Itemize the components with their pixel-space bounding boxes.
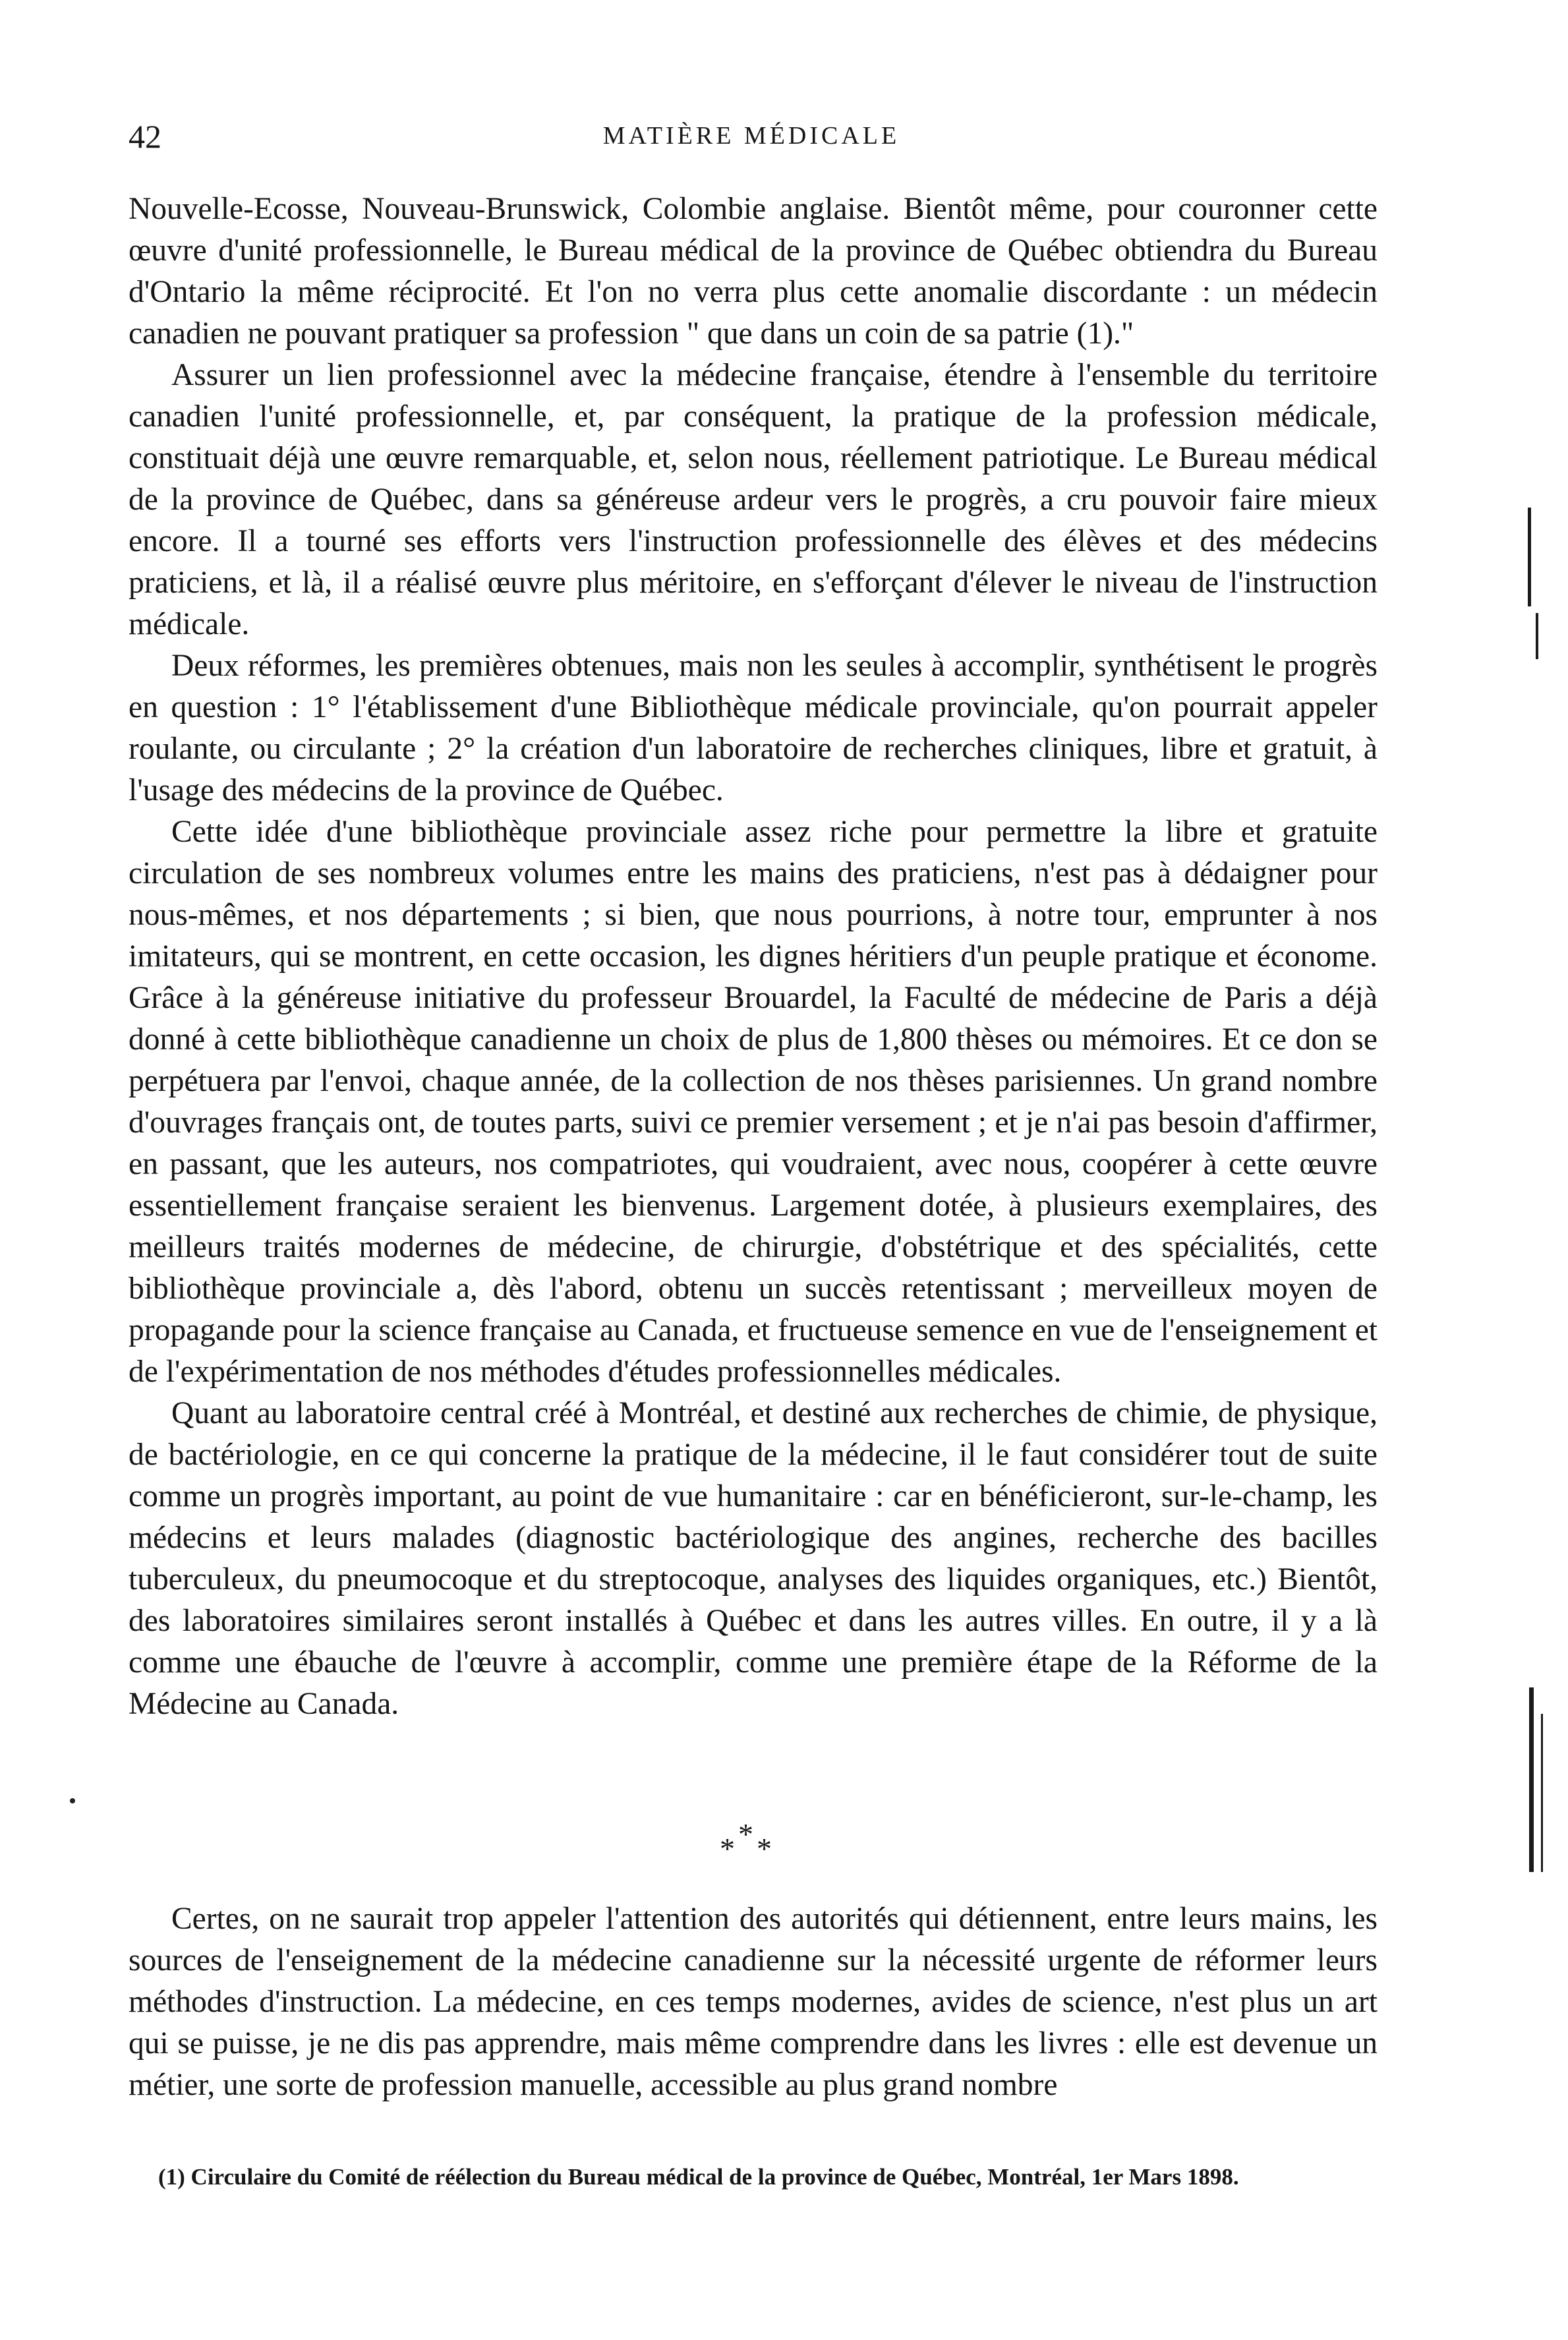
- page-header: [129, 117, 1374, 163]
- body-text: [129, 189, 1378, 1725]
- footnote: (1) Circulaire du Comité de réélection du Bureau médical de la province de Québec, Montréal, 1er Mars 1898.: [158, 2164, 1239, 2190]
- paragraph-1: Nouvelle-Ecosse, Nouveau-Brunswick, Colombie anglaise. Bientôt même, pour couronner cette œuvre d'unité professionnelle, le Bureau médical de la province de Québec obtiendra du Bureau d'Ontario la même réciprocité. Et l'on no verra plus cette anomalie discordante : un médecin canadien ne pouvant pratiquer sa profession " que dans un coin de sa patrie (1).": [129, 192, 1378, 351]
- page-number: 42: [129, 118, 161, 155]
- asterisk: *: [720, 1832, 735, 1865]
- margin-scan-mark: [1529, 1687, 1534, 1872]
- paragraph-4: Cette idée d'une bibliothèque provinciale assez riche pour permettre la libre et gratuite circulation de ses nombreux volumes entre les mains des praticiens, n'est pas à dédaigner pour nous-mêmes, et nos départements ; si bien, que nous pourrions, à notre tour, emprunter à nos imitateurs, qui se montrent, en cette occasion, les dignes héritiers d'un peuple pratique et économe. Grâce à la généreuse initiative du professeur Brouardel, la Faculté de médecine de Paris a déjà donné à cette bibliothèque canadienne un choix de plus de 1,800 thèses ou mémoires. Et ce don se perpétuera par l'envoi, chaque année, de la collection de nos thèses parisiennes. Un grand nombre d'ouvrages français ont, de toutes parts, suivi ce premier versement ; et je n'ai pas besoin d'affirmer, en passant, que les auteurs, nos compatriotes, qui voudraient, avec nous, coopérer à cette œuvre essentiellement française seraient les bienvenus. Largement dotée, à plusieurs exemplaires, des meilleurs traités modernes de médecine, de chirurgie, d'obstétrique et des spécialités, cette bibliothèque provinciale a, dès l'abord, obtenu un succès retentissant ; merveilleux moyen de propagande pour la science française au Canada, et fructueuse semence en vue de l'enseignement et de l'expérimentation de nos méthodes d'études professionnelles médicales.: [129, 815, 1378, 1389]
- section-break-asterism: [705, 1819, 784, 1879]
- paragraph-6: Certes, on ne saurait trop appeler l'attention des autorités qui détiennent, entre leurs mains, les sources de l'enseignement de la médecine canadienne sur la nécessité urgente de réformer leurs méthodes d'instruction. La médecine, en ces temps modernes, avides de science, n'est plus un art qui se puisse, je ne dis pas apprendre, mais même comprendre dans les livres : elle est devenue un métier, une sorte de profession manuelle, accessible au plus grand nombre: [129, 1902, 1378, 2102]
- paragraph-3: Deux réformes, les premières obtenues, mais non les seules à accomplir, synthétisent le progrès en question : 1° l'établissement d'une Bibliothèque médicale provinciale, qu'on pourrait appeler roulante, ou circulante ; 2° la création d'un laboratoire de recherches cliniques, libre et gratuit, à l'usage des médecins de la province de Québec.: [129, 649, 1378, 807]
- margin-scan-mark: [1528, 508, 1531, 606]
- asterisk: *: [738, 1817, 753, 1851]
- asterisk: *: [757, 1832, 772, 1865]
- margin-scan-mark: [1541, 1714, 1543, 1872]
- paragraph-2: Assurer un lien professionnel avec la médecine française, étendre à l'ensemble du territoire canadien l'unité professionnelle, et, par conséquent, la pratique de la profession médicale, constituait déjà une œuvre remarquable, et, selon nous, réellement patriotique. Le Bureau médical de la province de Québec, dans sa généreuse ardeur vers le progrès, a cru pouvoir faire mieux encore. Il a tourné ses efforts vers l'instruction professionnelle des élèves et des médecins praticiens, et là, il a réalisé œuvre plus méritoire, en s'efforçant d'élever le niveau de l'instruction médicale.: [129, 358, 1378, 641]
- margin-scan-mark: [1536, 613, 1538, 659]
- margin-scan-dot: [70, 1798, 75, 1803]
- running-title: MATIÈRE MÉDICALE: [602, 122, 900, 150]
- paragraph-5: Quant au laboratoire central créé à Montréal, et destiné aux recherches de chimie, de physique, de bactériologie, en ce qui concerne la pratique de la médecine, il le faut considérer tout de suite comme un progrès important, au point de vue humanitaire : car en bénéficieront, sur-le-champ, les médecins et leurs malades (diagnostic bactériologique des angines, recherche des bacilles tuberculeux, du pneumocoque et du streptocoque, analyses des liquides organiques, etc.) Bientôt, des laboratoires similaires seront installés à Québec et dans les autres villes. En outre, il y a là comme une ébauche de l'œuvre à accomplir, comme une première étape de la Réforme de la Médecine au Canada.: [129, 1396, 1378, 1721]
